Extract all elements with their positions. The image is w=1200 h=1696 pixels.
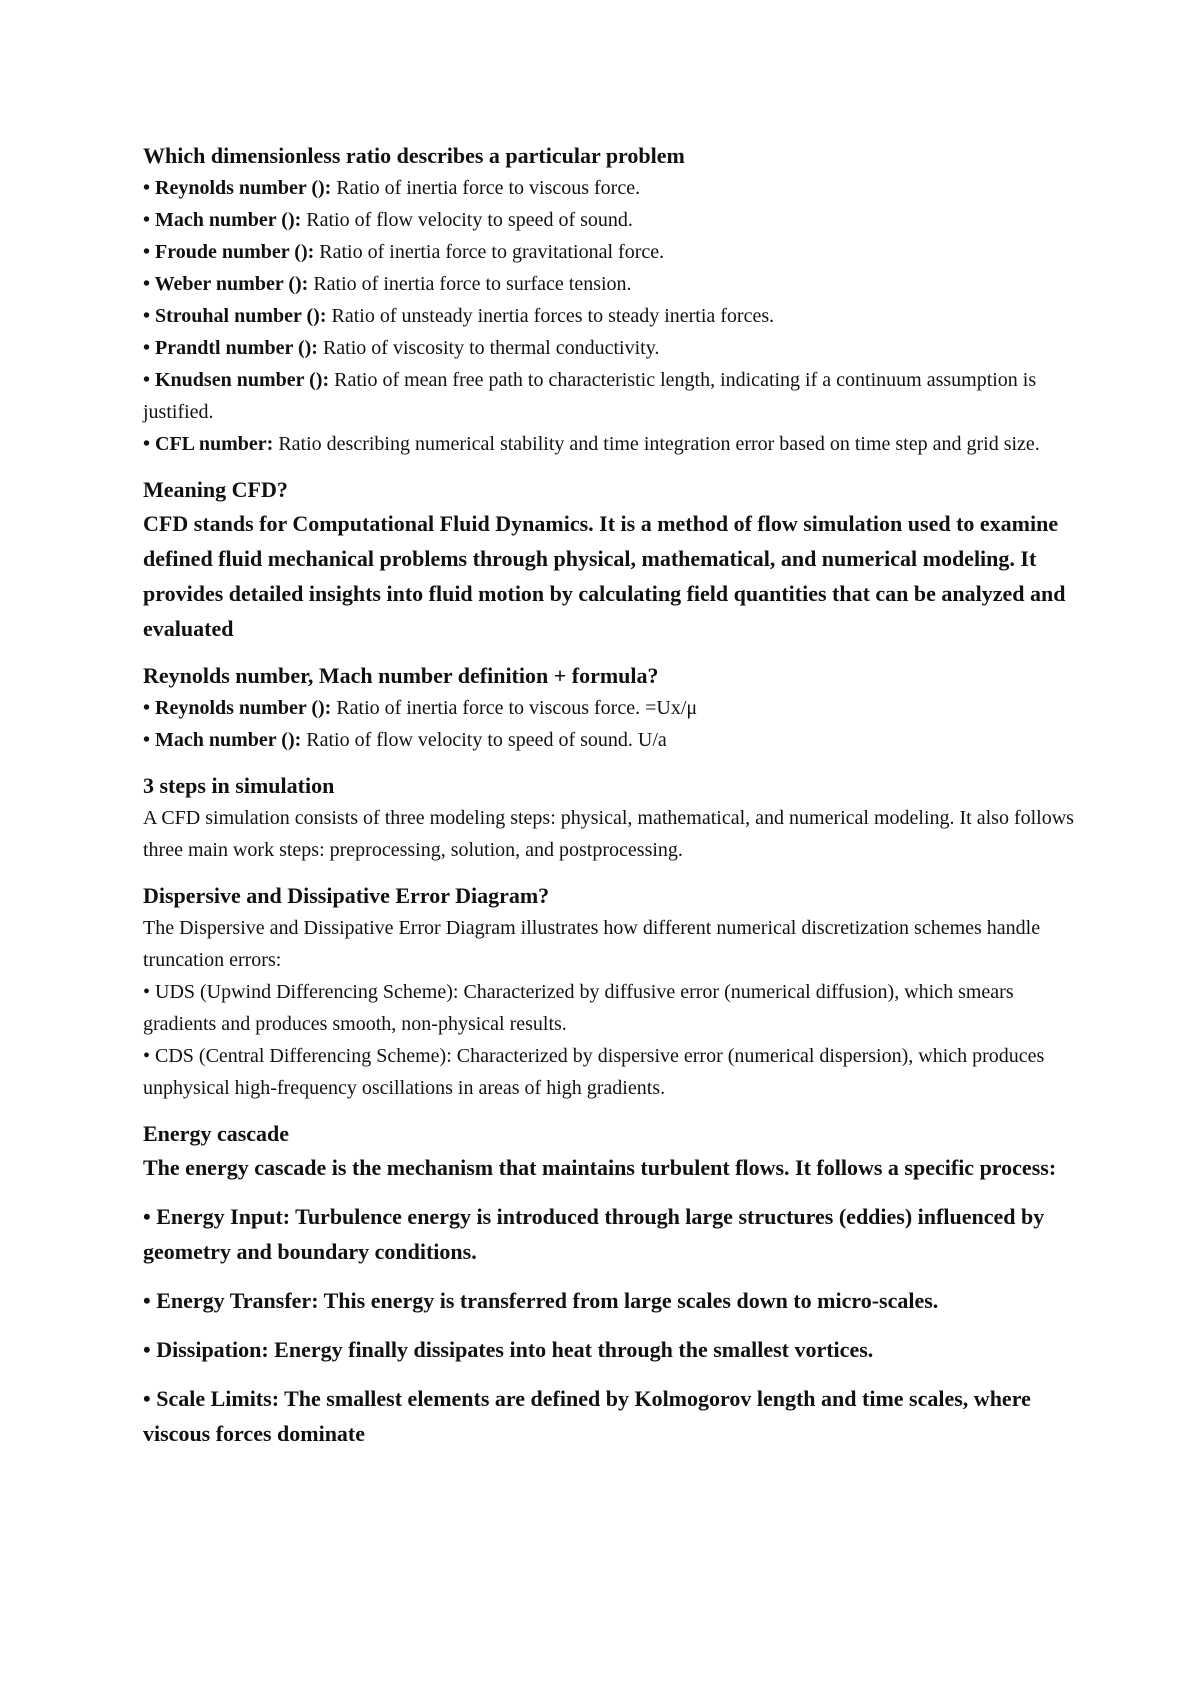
section-heading: Reynolds number, Mach number definition + formula? <box>143 663 659 688</box>
section-heading: Dispersive and Dissipative Error Diagram? <box>143 883 550 908</box>
list-item: • Mach number (): Ratio of flow velocity to speed of sound. U/a <box>143 729 667 751</box>
list-item: • Weber number (): Ratio of inertia force to surface tension. <box>143 273 632 295</box>
list-item: • Froude number (): Ratio of inertia force to gravitational force. <box>143 241 665 263</box>
list-item: • Scale Limits: The smallest elements are defined by Kolmogorov length and time scales, where viscous forces dominate <box>143 1386 1031 1446</box>
list-item: • Prandtl number (): Ratio of viscosity to thermal conductivity. <box>143 337 660 359</box>
section-heading: 3 steps in simulation <box>143 773 335 798</box>
section-heading: Meaning CFD? <box>143 477 288 502</box>
list-item: • Knudsen number (): Ratio of mean free path to characteristic length, indicating if a continuum assumption is justified. <box>143 369 1037 423</box>
section-reynolds-mach <box>143 660 1083 756</box>
section-dimensionless-ratios <box>143 140 1083 460</box>
list-item: • Energy Input: Turbulence energy is introduced through large structures (eddies) influenced by geometry and boundary conditions. <box>143 1204 1045 1264</box>
list-item: • Mach number (): Ratio of flow velocity to speed of sound. <box>143 209 633 231</box>
list-item: • CDS (Central Differencing Scheme): Characterized by dispersive error (numerical dispersion), which produces unphysical high-frequency oscillations in areas of high gradients. <box>143 1045 1045 1099</box>
paragraph: The Dispersive and Dissipative Error Diagram illustrates how different numerical discretization schemes handle truncation errors: <box>143 917 1041 971</box>
paragraph: The energy cascade is the mechanism that maintains turbulent flows. It follows a specific process: <box>143 1155 1057 1180</box>
section-error-diagram <box>143 880 1083 1104</box>
section-energy-cascade <box>143 1118 1083 1451</box>
list-item: • Energy Transfer: This energy is transferred from large scales down to micro-scales. <box>143 1288 939 1313</box>
list-item: • Strouhal number (): Ratio of unsteady inertia forces to steady inertia forces. <box>143 305 775 327</box>
list-item: • Reynolds number (): Ratio of inertia force to viscous force. <box>143 177 641 199</box>
paragraph: CFD stands for Computational Fluid Dynamics. It is a method of flow simulation used to examine defined fluid mechanical problems through physical, mathematical, and numerical modeling. It provides detailed insights into fluid motion by calculating field quantities that can be analyzed and evaluated <box>143 511 1066 641</box>
document-page <box>143 140 1083 1465</box>
paragraph: A CFD simulation consists of three modeling steps: physical, mathematical, and numerical modeling. It also follows three main work steps: preprocessing, solution, and postprocessing. <box>143 807 1074 861</box>
section-meaning-cfd <box>143 474 1083 646</box>
list-item: • UDS (Upwind Differencing Scheme): Characterized by diffusive error (numerical diffusion), which smears gradients and produces smooth, non-physical results. <box>143 981 1014 1035</box>
section-heading: Which dimensionless ratio describes a particular problem <box>143 143 685 168</box>
list-item: • Reynolds number (): Ratio of inertia force to viscous force. =Ux/μ <box>143 697 698 719</box>
section-heading: Energy cascade <box>143 1121 290 1146</box>
section-simulation-steps <box>143 770 1083 866</box>
list-item: • Dissipation: Energy finally dissipates into heat through the smallest vortices. <box>143 1337 874 1362</box>
list-item: • CFL number: Ratio describing numerical stability and time integration error based on time step and grid size. <box>143 433 1040 455</box>
